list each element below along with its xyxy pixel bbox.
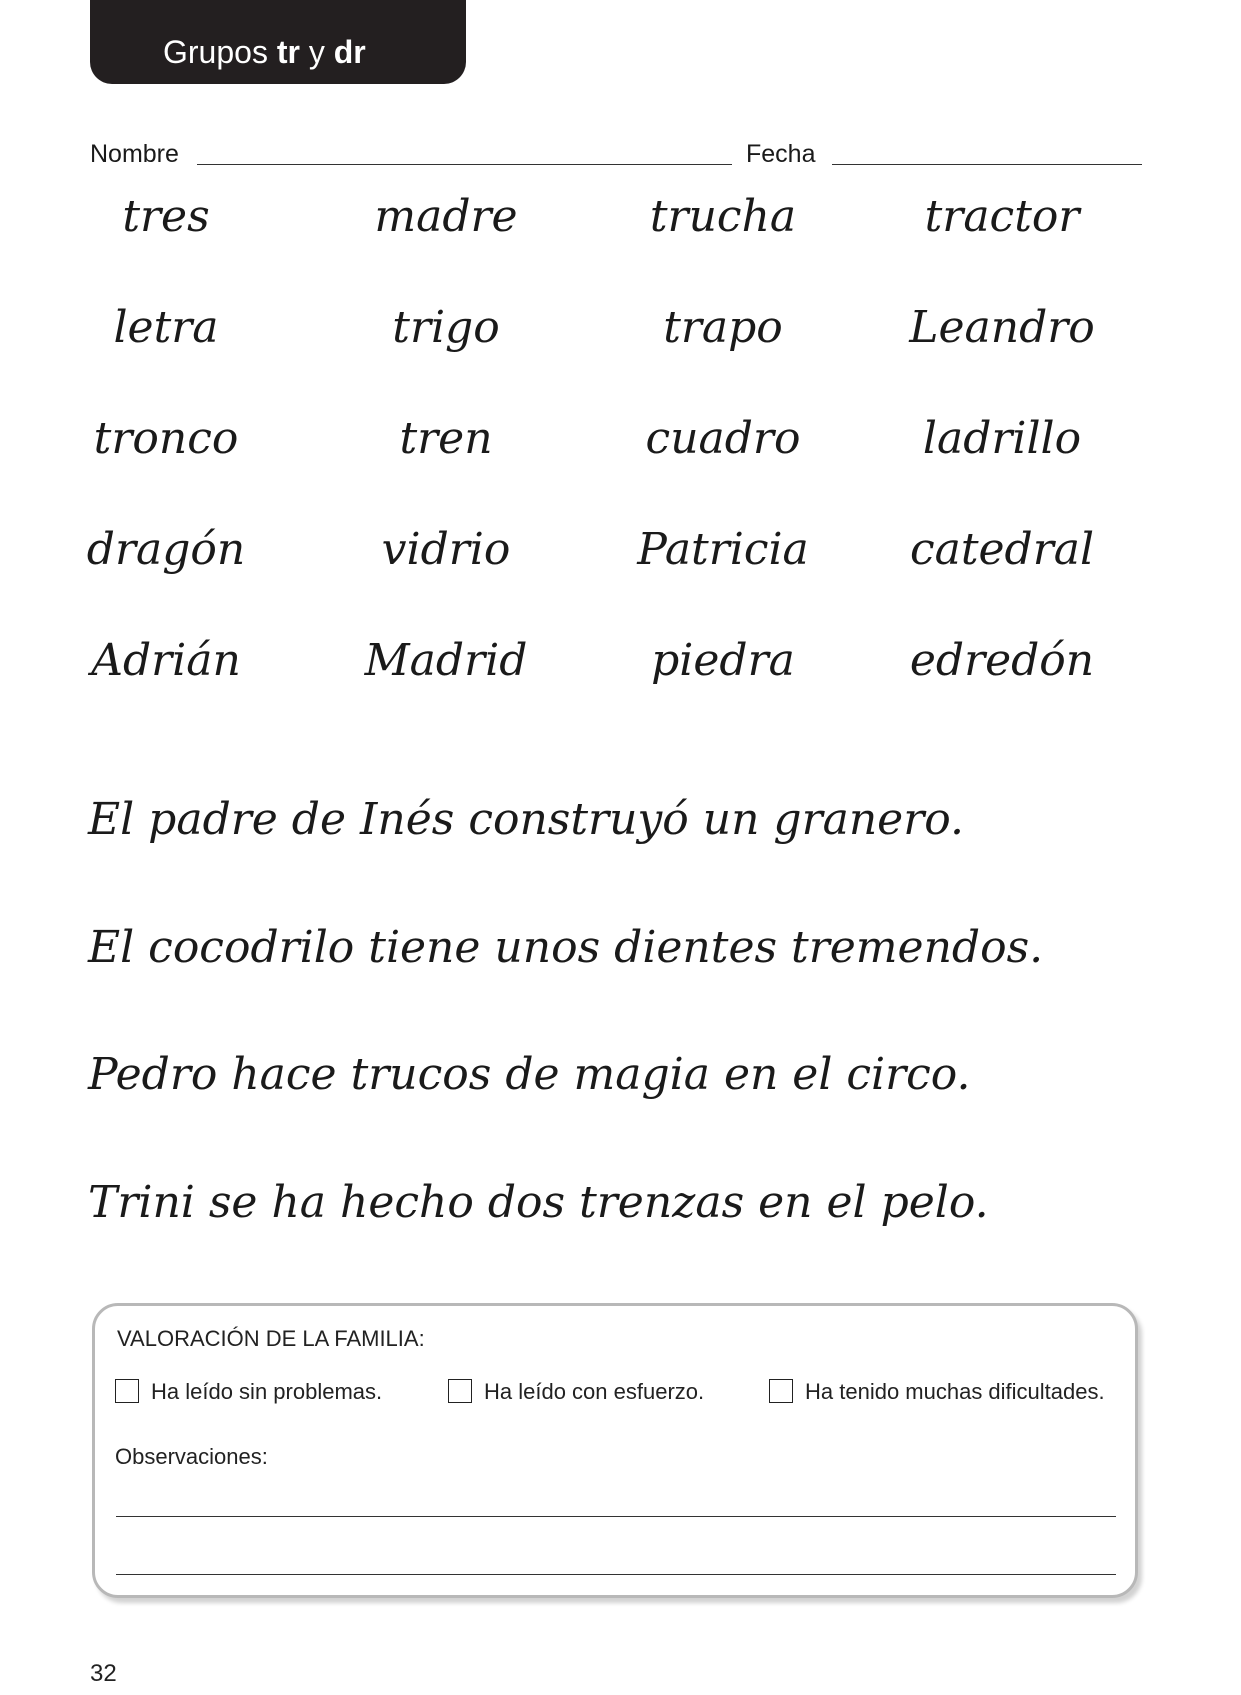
family-evaluation-box	[92, 1303, 1138, 1598]
word-item: edredón	[909, 635, 1095, 686]
sentence-item: Pedro hace trucos de magia en el circo.	[88, 1049, 971, 1100]
name-field-line[interactable]	[197, 164, 732, 165]
word-item: Adrián	[91, 635, 241, 686]
word-item: trucha	[649, 191, 797, 242]
option-with-effort	[448, 1379, 704, 1405]
observations-line-2[interactable]	[116, 1574, 1116, 1575]
checkbox-with-effort[interactable]	[448, 1379, 472, 1403]
option-many-difficulties	[769, 1379, 1105, 1405]
title-group-dr: dr	[333, 34, 366, 70]
word-item: vidrio	[381, 524, 511, 575]
title-connector: y	[308, 34, 325, 70]
name-label: Nombre	[90, 140, 179, 168]
page-number: 32	[90, 1660, 117, 1687]
sentence-item: El padre de Inés construyó un granero.	[88, 794, 964, 845]
observations-label: Observaciones:	[115, 1444, 268, 1469]
word-item: tronco	[93, 413, 239, 464]
option-label: Ha leído con esfuerzo.	[484, 1379, 705, 1404]
word-item: ladrillo	[922, 413, 1082, 464]
word-item: letra	[113, 302, 219, 353]
checkbox-many-difficulties[interactable]	[769, 1379, 793, 1403]
checkbox-no-problems[interactable]	[115, 1379, 139, 1403]
word-item: tres	[122, 191, 210, 242]
sentence-item: El cocodrilo tiene unos dientes tremendos.	[88, 922, 1044, 973]
title-group-tr: tr	[276, 34, 300, 70]
option-no-problems	[115, 1379, 382, 1405]
word-item: piedra	[651, 635, 795, 686]
word-item: madre	[374, 191, 518, 242]
title-prefix: Grupos	[163, 34, 268, 70]
word-item: trapo	[663, 302, 783, 353]
date-field-line[interactable]	[832, 164, 1142, 165]
word-item: Madrid	[364, 635, 528, 686]
option-label: Ha leído sin problemas.	[151, 1379, 383, 1404]
sentence-item: Trini se ha hecho dos trenzas en el pelo.	[88, 1177, 989, 1228]
word-item: tractor	[924, 191, 1080, 242]
observations-line-1[interactable]	[116, 1516, 1116, 1517]
word-item: tren	[399, 413, 493, 464]
word-item: trigo	[392, 302, 500, 353]
family-evaluation-title: VALORACIÓN DE LA FAMILIA:	[117, 1326, 425, 1351]
word-item: Leandro	[909, 302, 1095, 353]
name-date-row	[90, 140, 1142, 172]
word-item: dragón	[86, 524, 246, 575]
word-item: cuadro	[645, 413, 801, 464]
worksheet-title-tab	[90, 0, 466, 84]
date-label: Fecha	[746, 140, 816, 168]
word-item: Patricia	[637, 524, 809, 575]
option-label: Ha tenido muchas dificultades.	[805, 1379, 1105, 1404]
word-item: catedral	[909, 524, 1095, 575]
